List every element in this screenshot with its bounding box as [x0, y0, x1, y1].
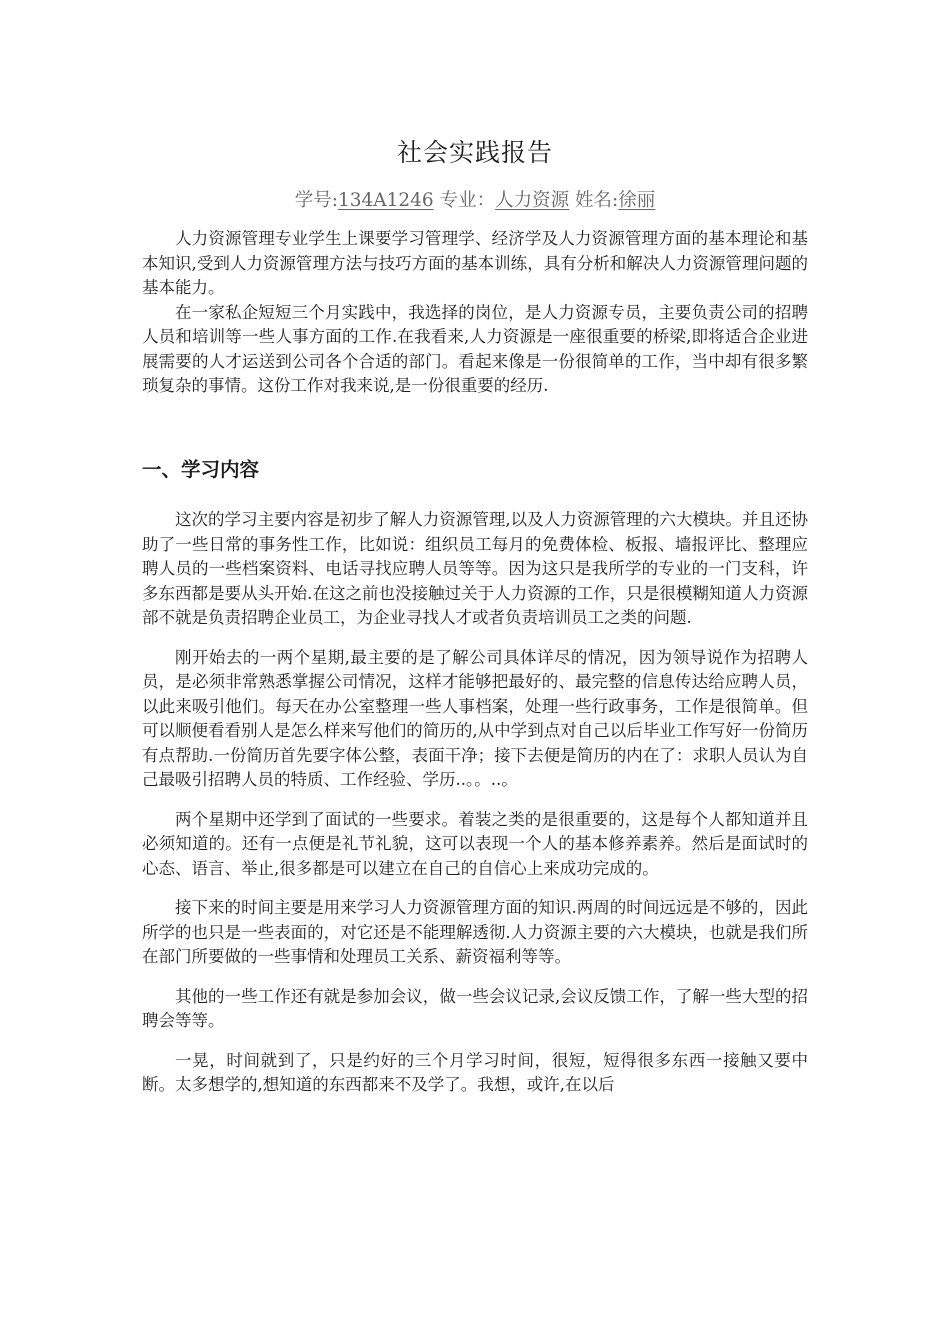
- section-paragraph-6: 一晃，时间就到了，只是约好的三个月学习时间，很短，短得很多东西一接触又要中断。太多想学的,想知道的东西都来不及学了。我想，或许,在以后: [142, 1050, 808, 1094]
- section-paragraph-1: 这次的学习主要内容是初步了解人力资源管理,以及人力资源管理的六大模块。并且还协助了一些日常的事务性工作，比如说：组织员工每月的免费体检、板报、墙报评比、整理应聘人员的一些档案资料、电话寻找应聘人员等等。因为这只是我所学的专业的一门支科，许多东西都是要从头开始.在这之前也没接触过关于人力资源的工作，只是很模糊知道人力资源部不就是负责招聘企业员工，为企业寻找人才或者负责培训员工之类的问题.: [142, 510, 808, 627]
- major-value: 人力资源: [495, 190, 570, 211]
- student-id-value: 134A1246: [337, 190, 434, 211]
- intro-section: [142, 227, 808, 399]
- name-value: 徐丽: [618, 190, 656, 211]
- name-label: 姓名:: [575, 190, 619, 211]
- intro-paragraph-2: 在一家私企短短三个月实践中，我选择的岗位，是人力资源专员，主要负责公司的招聘人员和培训等一些人事方面的工作.在我看来,人力资源是一座很重要的桥梁,即将适合企业进展需要的人才运送到公司各个合适的部门。看起来像是一份很简单的工作，当中却有很多繁琐复杂的事情。这份工作对我来说,是一份很重要的经历.: [142, 302, 808, 395]
- author-info-line: [0, 186, 950, 212]
- section-paragraph-3: 两个星期中还学到了面试的一些要求。着装之类的是很重要的，这是每个人都知道并且必须知道的。还有一点便是礼节礼貌，这可以表现一个人的基本修养素养。然后是面试时的心态、语言、举止,很多都是可以建立在自己的自信心上来成功完成的。: [142, 809, 808, 878]
- section-paragraph-4: 接下来的时间主要是用来学习人力资源管理方面的知识.两周的时间远远是不够的，因此所学的也只是一些表面的，对它还是不能理解透彻.人力资源主要的六大模块，也就是我们所在部门所要做的一些事情和处理员工关系、薪资福利等等。: [142, 898, 808, 966]
- page-title: 社会实践报告: [396, 138, 553, 167]
- major-label: 专业：: [439, 190, 496, 211]
- section-paragraph-2: 刚开始去的一两个星期,最主要的是了解公司具体详尽的情况，因为领导说作为招聘人员，是必须非常熟悉掌握公司情况，这样才能够把最好的、最完整的信息传达给应聘人员，以此来吸引他们。每天在办公室整理一些人事档案，处理一些行政事务，工作是很简单。但可以顺便看看别人是怎么样来写他们的简历的,从中学到点对自己以后毕业工作写好一份简历有点帮助.一份简历首先要字体公整，表面干净；接下去便是简历的内在了：求职人员认为自己最吸引招聘人员的特质、工作经验、学历..。。..。: [142, 647, 808, 789]
- section-heading: 一、学习内容: [142, 458, 260, 481]
- section-paragraph-5: 其他的一些工作还有就是参加会议，做一些会议记录,会议反馈工作，了解一些大型的招聘会等等。: [142, 986, 808, 1030]
- student-id-label: 学号:: [294, 190, 338, 211]
- learning-content-section: [142, 508, 808, 1113]
- intro-paragraph-1: 人力资源管理专业学生上课要学习管理学、经济学及人力资源管理方面的基本理论和基本知识,受到人力资源管理方法与技巧方面的基本训练，具有分析和解决人力资源管理问题的基本能力。: [142, 229, 808, 297]
